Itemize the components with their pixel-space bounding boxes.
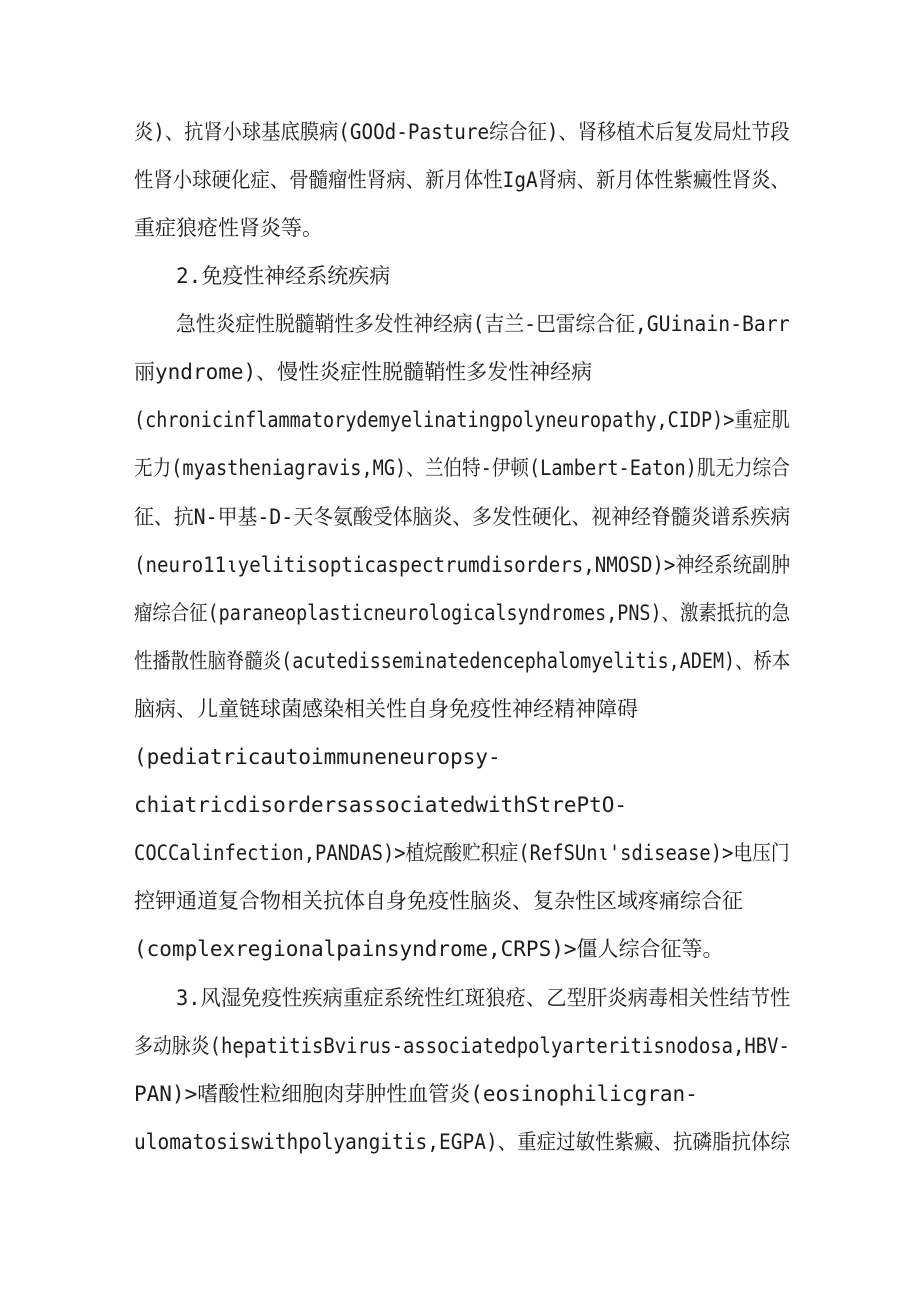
text-line-21: PAN)>嗜酸性粒细胞肉芽肿性血管炎(eosinophilicgran- <box>134 1082 698 1106</box>
text-line-18: (complexregionalpainsyndrome,CRPS)>僵人综合征等。 <box>134 937 724 961</box>
text-line-3: 重症狼疮性肾炎等。 <box>134 216 323 240</box>
text-line-13: 脑病、儿童链球菌感染相关性自身免疫性神经精神障碍 <box>134 697 638 721</box>
text-line-17: 控钾通道复合物相关抗体自身免疫性脑炎、复杂性区域疼痛综合征 <box>134 889 743 913</box>
text-line-8: 无力(myastheniagravis,MG)、兰伯特-伊顿(Lambert-Eaton)肌无力综合 <box>134 456 790 480</box>
text-line-22: ulomatosiswithpolyangitis,EGPA)、重症过敏性紫癜、抗磷脂抗体综 <box>134 1130 790 1154</box>
text-line-12: 性播散性脑脊髓炎(acutedisseminatedencephalomyelitis,ADEM)、桥本 <box>134 649 791 673</box>
text-line-1: 炎)、抗肾小球基底膜病(GOOd-Pasture综合征)、肾移植术后复发局灶节段 <box>134 120 790 144</box>
text-line-10: (neuro11ιyelitisopticaspectrumdisorders,NMOSD)>神经系统副肿 <box>134 553 791 577</box>
text-line-11: 瘤综合征(paraneoplasticneurologicalsyndromes,PNS)、激素抵抗的急 <box>134 601 791 625</box>
section-heading-2: 2.免疫性神经系统疾病 <box>176 264 391 288</box>
section-heading-3: 3.风湿免疫性疾病重症系统性红斑狼疮、乙型肝炎病毒相关性结节性 <box>176 986 791 1010</box>
text-line-5: 急性炎症性脱髓鞘性多发性神经病(吉兰-巴雷综合征,GUinain-Barr <box>176 312 790 336</box>
text-line-6: 丽yndrome)、慢性炎症性脱髓鞘性多发性神经病 <box>134 360 593 384</box>
text-line-9: 征、抗N-甲基-D-天冬氨酸受体脑炎、多发性硬化、视神经脊髓炎谱系疾病 <box>134 505 791 529</box>
text-line-20: 多动脉炎(hepatitisBvirus-associatedpolyarteritisnodosa,HBV- <box>134 1034 790 1058</box>
text-line-15: chiatricdisordersassociatedwithStrePtO- <box>134 793 628 817</box>
text-line-7: (chronicinflammatorydemyelinatingpolyneuropathy,CIDP)>重症肌 <box>134 408 790 432</box>
text-line-14: (pediatricautoimmuneneuropsy- <box>134 745 501 769</box>
text-line-2: 性肾小球硬化症、骨髓瘤性肾病、新月体性IgA肾病、新月体性紫癜性肾炎、 <box>134 168 790 192</box>
text-line-16: COCCalinfection,PANDAS)>植烷酸贮积症(RefSUnι'sdisease)>电压门 <box>134 841 790 865</box>
